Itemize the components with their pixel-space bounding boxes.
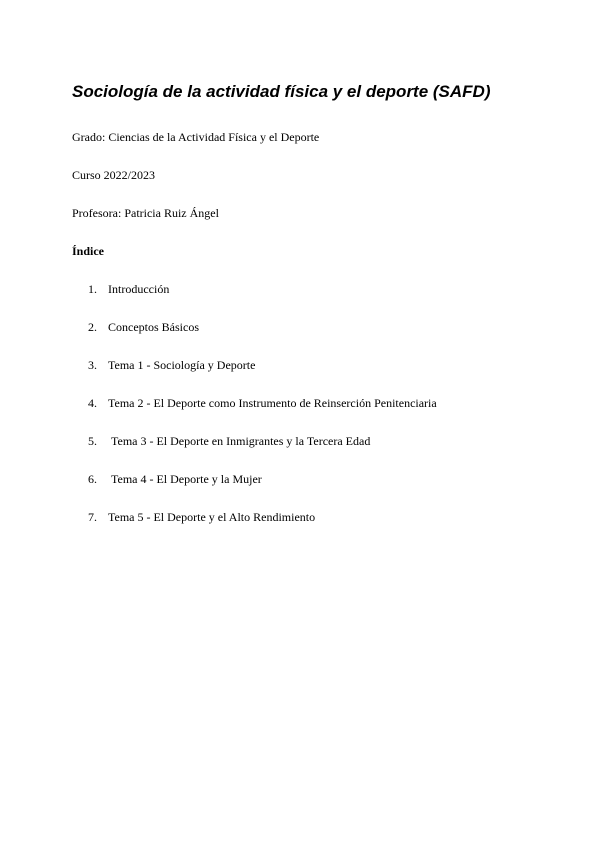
index-heading: Índice xyxy=(72,244,105,258)
toc-item-label: Tema 2 - El Deporte como Instrumento de Reinserción Penitenciaria xyxy=(108,396,437,410)
document-title: Sociología de la actividad física y el deporte (SAFD) xyxy=(72,82,491,101)
toc-item-tema-1 xyxy=(88,357,255,373)
toc-item-number: 4. xyxy=(88,396,97,410)
toc-item-tema-3 xyxy=(88,433,370,449)
toc-item-label: Tema 3 - El Deporte en Inmigrantes y la Tercera Edad xyxy=(111,434,371,448)
toc-item-label: Conceptos Básicos xyxy=(108,320,199,334)
toc-item-label: Tema 5 - El Deporte y el Alto Rendimiento xyxy=(108,510,316,524)
curso-line: Curso 2022/2023 xyxy=(72,168,156,182)
toc-item-label: Tema 4 - El Deporte y la Mujer xyxy=(111,472,262,486)
toc-item-number: 1. xyxy=(88,282,97,296)
toc-item-label: Tema 1 - Sociología y Deporte xyxy=(108,358,256,372)
grado-line: Grado: Ciencias de la Actividad Física y el Deporte xyxy=(72,130,320,144)
toc-item-tema-4 xyxy=(88,471,262,487)
toc-item-conceptos-basicos xyxy=(88,319,199,335)
toc-item-introduccion xyxy=(88,281,169,297)
toc-item-number: 6. xyxy=(88,472,97,486)
toc-item-number: 7. xyxy=(88,510,97,524)
profesora-line: Profesora: Patricia Ruiz Ángel xyxy=(72,206,219,220)
toc-item-number: 2. xyxy=(88,320,97,334)
toc-item-tema-2 xyxy=(88,395,437,411)
toc-item-number: 5. xyxy=(88,434,97,448)
toc-item-label: Introducción xyxy=(108,282,170,296)
toc-item-number: 3. xyxy=(88,358,97,372)
toc-item-tema-5 xyxy=(88,509,315,525)
